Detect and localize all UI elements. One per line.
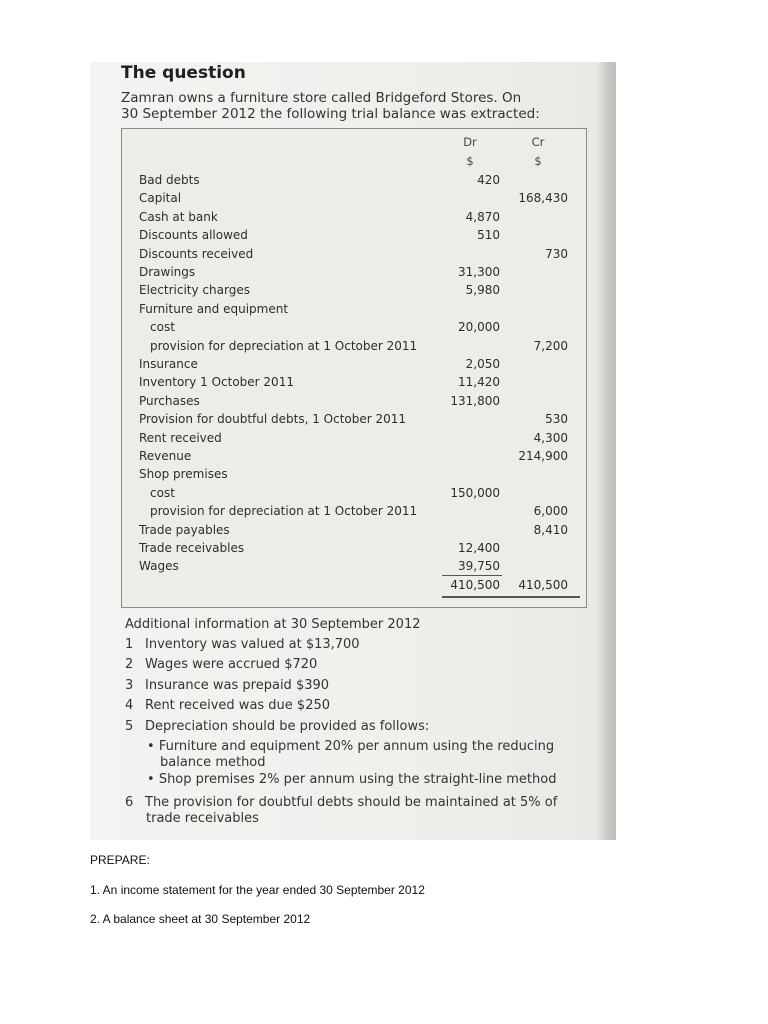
trial-balance-row (122, 357, 586, 375)
account-name: Cash at bank (139, 209, 218, 224)
trial-balance-row (122, 394, 586, 412)
additional-item (125, 698, 330, 713)
credit-amount: 8,410 (533, 522, 568, 537)
account-name: Shop premises (139, 467, 228, 482)
account-name: cost (150, 485, 175, 500)
credit-amount: 730 (545, 246, 568, 261)
bullet-shop-premises (147, 772, 556, 787)
trial-balance-row (122, 431, 586, 449)
additional-item-6 (125, 795, 557, 810)
trial-balance-row (122, 173, 586, 191)
credit-amount: 4,300 (533, 430, 568, 445)
trial-balance-row (122, 283, 586, 301)
trial-balance-row (122, 449, 586, 467)
additional-item (125, 719, 429, 734)
item-number: 2 (125, 657, 134, 672)
bullet-icon: • (147, 772, 159, 787)
debit-amount: 12,400 (458, 541, 500, 555)
item-number: 6 (125, 795, 134, 810)
item-6-text: The provision for doubtful debts should be maintained at 5% of (145, 795, 558, 810)
trial-balance-row (122, 504, 586, 522)
totals-row (122, 578, 586, 596)
additional-item (125, 637, 360, 652)
trial-balance-row (122, 339, 586, 357)
debit-amount: 11,420 (458, 375, 500, 390)
account-name: Revenue (139, 449, 192, 463)
trial-balance-row (122, 375, 586, 393)
item-number: 1 (125, 637, 134, 652)
trial-balance-row (122, 467, 586, 485)
additional-item (125, 678, 329, 693)
total-double-rule (442, 596, 580, 598)
trial-balance-row (122, 302, 586, 320)
trial-balance-row (122, 265, 586, 283)
total-cr: 410,500 (518, 578, 568, 592)
trial-balance-row (122, 523, 586, 541)
bullet-shop-text: Shop premises 2% per annum using the straight-line method (158, 772, 557, 787)
additional-item-6-line-2: trade receivables (146, 811, 259, 826)
scan-shadow-edge (596, 62, 616, 840)
prepare-task-1: 1. An income statement for the year ended 30 September 2012 (90, 883, 425, 897)
trial-balance-row (122, 191, 586, 209)
debit-amount: 131,800 (450, 393, 500, 408)
bullet-furniture (147, 739, 554, 754)
trial-balance-row (122, 486, 586, 504)
item-number: 4 (125, 698, 134, 713)
account-name: Bad debts (139, 173, 200, 187)
prepare-task-2: 2. A balance sheet at 30 September 2012 (90, 912, 311, 926)
account-name: Electricity charges (139, 283, 250, 298)
intro-line-1: Zamran owns a furniture store called Bridgeford Stores. On (121, 90, 522, 106)
dr-unit: $ (466, 154, 474, 168)
question-heading: The question (121, 63, 246, 83)
credit-amount: 214,900 (518, 449, 568, 463)
debit-amount: 20,000 (458, 320, 500, 335)
debit-amount: 2,050 (465, 357, 500, 371)
account-name: Discounts allowed (139, 228, 248, 243)
trial-balance-table (121, 128, 587, 608)
debit-amount: 4,870 (465, 209, 500, 224)
account-name: Purchases (139, 393, 200, 408)
item-text: Wages were accrued $720 (145, 657, 318, 672)
item-text: Inventory was valued at $13,700 (145, 637, 360, 652)
dr-subtotal-rule (442, 575, 502, 576)
item-text: Depreciation should be provided as follows: (145, 719, 430, 734)
account-name: Inventory 1 October 2011 (139, 375, 294, 390)
trial-balance-row (122, 541, 586, 559)
item-text: Insurance was prepaid $390 (145, 678, 330, 693)
debit-amount: 150,000 (450, 485, 500, 500)
prepare-heading: PREPARE: (90, 853, 150, 867)
account-name: Furniture and equipment (139, 301, 289, 316)
credit-amount: 7,200 (533, 338, 568, 353)
trial-balance-row (122, 320, 586, 338)
item-number: 3 (125, 678, 134, 693)
item-text: Rent received was due $250 (145, 698, 331, 713)
account-name: Trade receivables (139, 541, 245, 555)
trial-balance-row (122, 559, 586, 577)
account-name: Insurance (139, 357, 198, 371)
account-name: Trade payables (139, 522, 230, 537)
dr-column-header: Dr (463, 135, 477, 149)
credit-amount: 6,000 (533, 504, 568, 519)
trial-balance-row (122, 210, 586, 228)
debit-amount: 420 (477, 173, 500, 187)
intro-line-2: 30 September 2012 the following trial balance was extracted: (121, 106, 540, 122)
trial-balance-row (122, 228, 586, 246)
account-name: provision for depreciation at 1 October 2011 (150, 338, 418, 353)
trial-balance-row (122, 247, 586, 265)
credit-amount: 530 (545, 412, 568, 427)
debit-amount: 510 (477, 228, 500, 243)
account-name: cost (150, 320, 175, 335)
bullet-furniture-line-2: balance method (160, 755, 266, 770)
trial-balance-row (122, 412, 586, 430)
account-name: Drawings (139, 265, 196, 279)
account-name: Provision for doubtful debts, 1 October 2011 (139, 412, 407, 427)
debit-amount: 5,980 (465, 283, 500, 298)
bullet-furniture-text: Furniture and equipment 20% per annum using the reducing (158, 739, 555, 754)
cr-column-header: Cr (531, 135, 545, 149)
account-name: provision for depreciation at 1 October 2011 (150, 504, 418, 519)
additional-info-title: Additional information at 30 September 2012 (125, 617, 421, 632)
account-name: Discounts received (139, 246, 254, 261)
total-dr: 410,500 (450, 578, 500, 592)
credit-amount: 168,430 (518, 191, 568, 206)
item-number: 5 (125, 719, 134, 734)
account-name: Capital (139, 191, 182, 206)
additional-item (125, 657, 317, 672)
account-name: Rent received (139, 430, 222, 445)
cr-unit: $ (534, 154, 542, 168)
debit-amount: 31,300 (458, 265, 500, 279)
account-name: Wages (139, 559, 179, 574)
debit-amount: 39,750 (458, 559, 500, 574)
bullet-icon: • (147, 739, 159, 754)
